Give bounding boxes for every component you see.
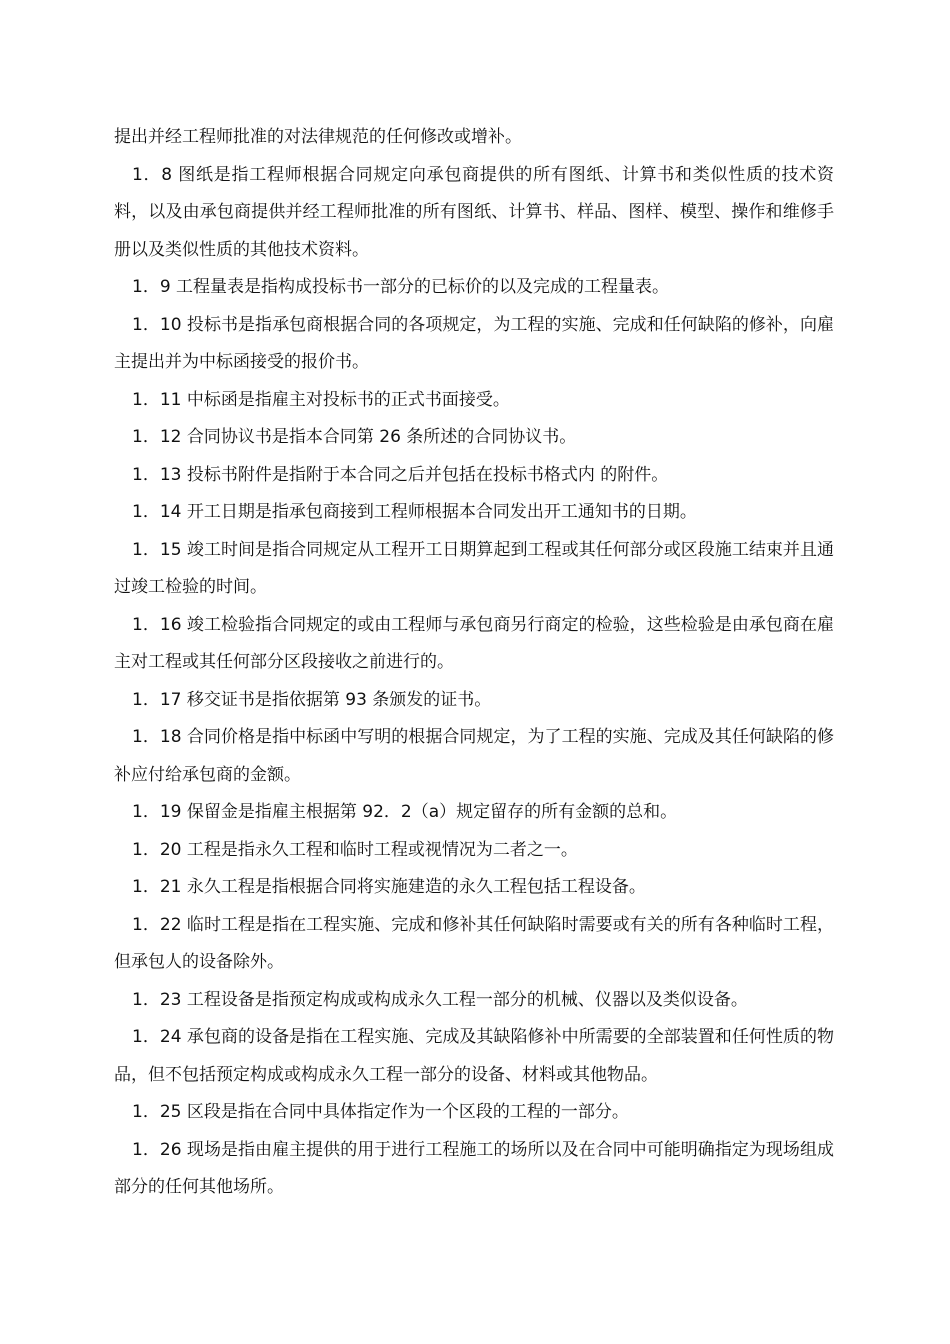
clause-1-24: 1．24 承包商的设备是指在工程实施、完成及其缺陷修补中所需要的全部装置和任何性质的物品，但不包括预定构成或构成永久工程一部分的设备、材料或其他物品。 xyxy=(114,1027,834,1085)
clause-1-10: 1．10 投标书是指承包商根据合同的各项规定，为工程的实施、完成和任何缺陷的修补，向雇主提出并为中标函接受的报价书。 xyxy=(114,314,834,372)
clause-1-20: 1．20 工程是指永久工程和临时工程或视情况为二者之一。 xyxy=(132,839,578,860)
clause-1-11: 1．11 中标函是指雇主对投标书的正式书面接受。 xyxy=(132,389,510,410)
clause-1-14: 1．14 开工日期是指承包商接到工程师根据本合同发出开工通知书的日期。 xyxy=(132,502,697,522)
clause-1-26: 1．26 现场是指由雇主提供的用于进行工程施工的场所以及在合同中可能明确指定为现场组成部分的任何其他场所。 xyxy=(114,1139,834,1197)
clause-1-19: 1．19 保留金是指雇主根据第 92．2（a）规定留存的所有金额的总和。 xyxy=(132,802,678,822)
clause-1-8: 1．8 图纸是指工程师根据合同规定向承包商提供的所有图纸、计算书和类似性质的技术资料，以及由承包商提供并经工程师批准的所有图纸、计算书、样品、图样、模型、操作和维修手册以及类似性质的其他技术资料。 xyxy=(114,164,834,260)
clause-1-13: 1．13 投标书附件是指附于本合同之后并包括在投标书格式内 的附件。 xyxy=(132,464,669,485)
clause-1-21: 1．21 永久工程是指根据合同将实施建造的永久工程包括工程设备。 xyxy=(132,877,646,897)
clause-1-18: 1．18 合同价格是指中标函中写明的根据合同规定，为了工程的实施、完成及其任何缺陷的修补应付给承包商的金额。 xyxy=(114,727,834,785)
clause-1-9: 1．9 工程量表是指构成投标书一部分的已标价的以及完成的工程量表。 xyxy=(132,277,670,297)
clause-1-23: 1．23 工程设备是指预定构成或构成永久工程一部分的机械、仪器以及类似设备。 xyxy=(132,989,748,1010)
clause-1-25: 1．25 区段是指在合同中具体指定作为一个区段的工程的一部分。 xyxy=(132,1102,629,1122)
clause-1-12: 1．12 合同协议书是指本合同第 26 条所述的合同协议书。 xyxy=(132,427,577,447)
document-body xyxy=(114,119,834,1207)
clause-1-15: 1．15 竣工时间是指合同规定从工程开工日期算起到工程或其任何部分或区段施工结束并且通过竣工检验的时间。 xyxy=(114,539,834,597)
paragraph-continuation: 提出并经工程师批准的对法律规范的任何修改或增补。 xyxy=(114,127,522,147)
clause-1-16: 1．16 竣工检验指合同规定的或由工程师与承包商另行商定的检验，这些检验是由承包商在雇主对工程或其任何部分区段接收之前进行的。 xyxy=(114,614,834,672)
clause-1-17: 1．17 移交证书是指依据第 93 条颁发的证书。 xyxy=(132,689,492,710)
clause-1-22: 1．22 临时工程是指在工程实施、完成和修补其任何缺陷时需要或有关的所有各种临时工程，但承包人的设备除外。 xyxy=(114,914,834,972)
